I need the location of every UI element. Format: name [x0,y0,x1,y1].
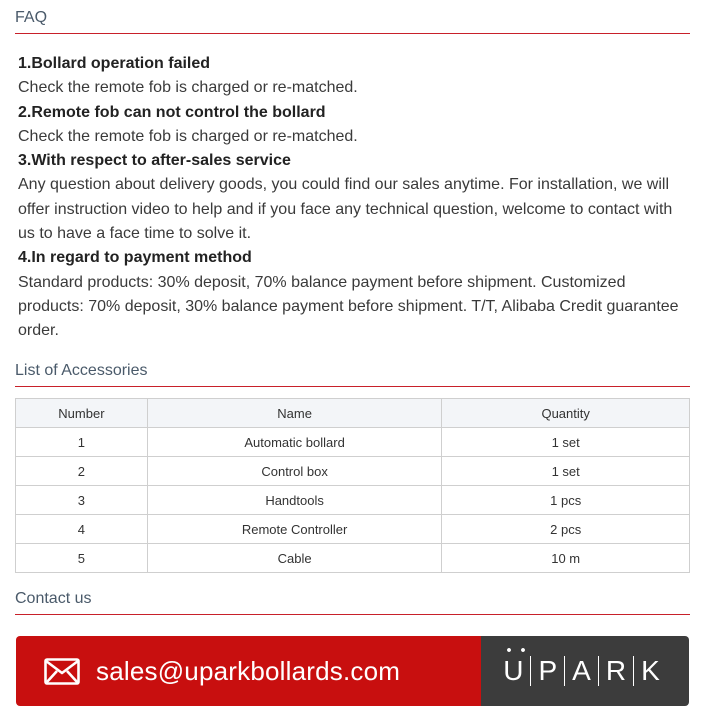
logo-letter: R [598,656,633,686]
envelope-icon [44,658,80,685]
logo-letter: P [530,656,564,686]
upark-logo [503,656,667,686]
table-header-row [16,399,690,428]
cell-number: 3 [16,486,148,515]
faq-item [18,246,690,343]
table-row [16,544,690,573]
faq-item [18,52,690,101]
accessories-table [15,398,690,573]
cell-number: 4 [16,515,148,544]
logo-letter: A [564,656,598,686]
column-header-quantity: Quantity [442,399,690,428]
cell-quantity: 1 set [442,457,690,486]
faq-heading: FAQ [15,9,690,34]
cell-quantity: 2 pcs [442,515,690,544]
cell-quantity: 1 set [442,428,690,457]
faq-answer: Check the remote fob is charged or re-matched. [18,127,358,145]
column-header-number: Number [16,399,148,428]
faq-question: 2.Remote fob can not control the bollard [18,103,326,121]
faq-question: 3.With respect to after-sales service [18,152,291,170]
table-row [16,457,690,486]
faq-item [18,101,690,150]
faq-question: 4.In regard to payment method [18,249,252,267]
cell-number: 2 [16,457,148,486]
cell-number: 1 [16,428,148,457]
cell-quantity: 10 m [442,544,690,573]
cell-name: Cable [147,544,442,573]
logo-letter: K [633,656,667,686]
contact-banner[interactable] [16,636,689,706]
cell-name: Automatic bollard [147,428,442,457]
cell-name: Control box [147,457,442,486]
contact-heading: Contact us [15,590,690,615]
faq-item [18,149,690,246]
email-link[interactable]: sales@uparkbollards.com [96,655,401,686]
cell-name: Remote Controller [147,515,442,544]
cell-quantity: 1 pcs [442,486,690,515]
table-row [16,515,690,544]
table-row [16,486,690,515]
cell-name: Handtools [147,486,442,515]
faq-answer: Any question about delivery goods, you could find our sales anytime. For installation, we will offer instruction video to help and if you face any technical question, welcome to contact with us to have a face time to solve it. [18,176,673,243]
column-header-name: Name [147,399,442,428]
faq-answer: Standard products: 30% deposit, 70% balance payment before shipment. Customized products: 70% deposit, 30% balance payment before shipment. T/T, Alibaba Credit guarantee order. [18,273,679,340]
cell-number: 5 [16,544,148,573]
email-panel[interactable] [16,636,481,706]
accessories-heading: List of Accessories [15,362,690,387]
table-row [16,428,690,457]
faq-list [18,52,690,344]
faq-answer: Check the remote fob is charged or re-matched. [18,79,358,97]
faq-question: 1.Bollard operation failed [18,55,211,72]
logo-letter: U [503,656,530,686]
logo-panel [481,636,689,706]
